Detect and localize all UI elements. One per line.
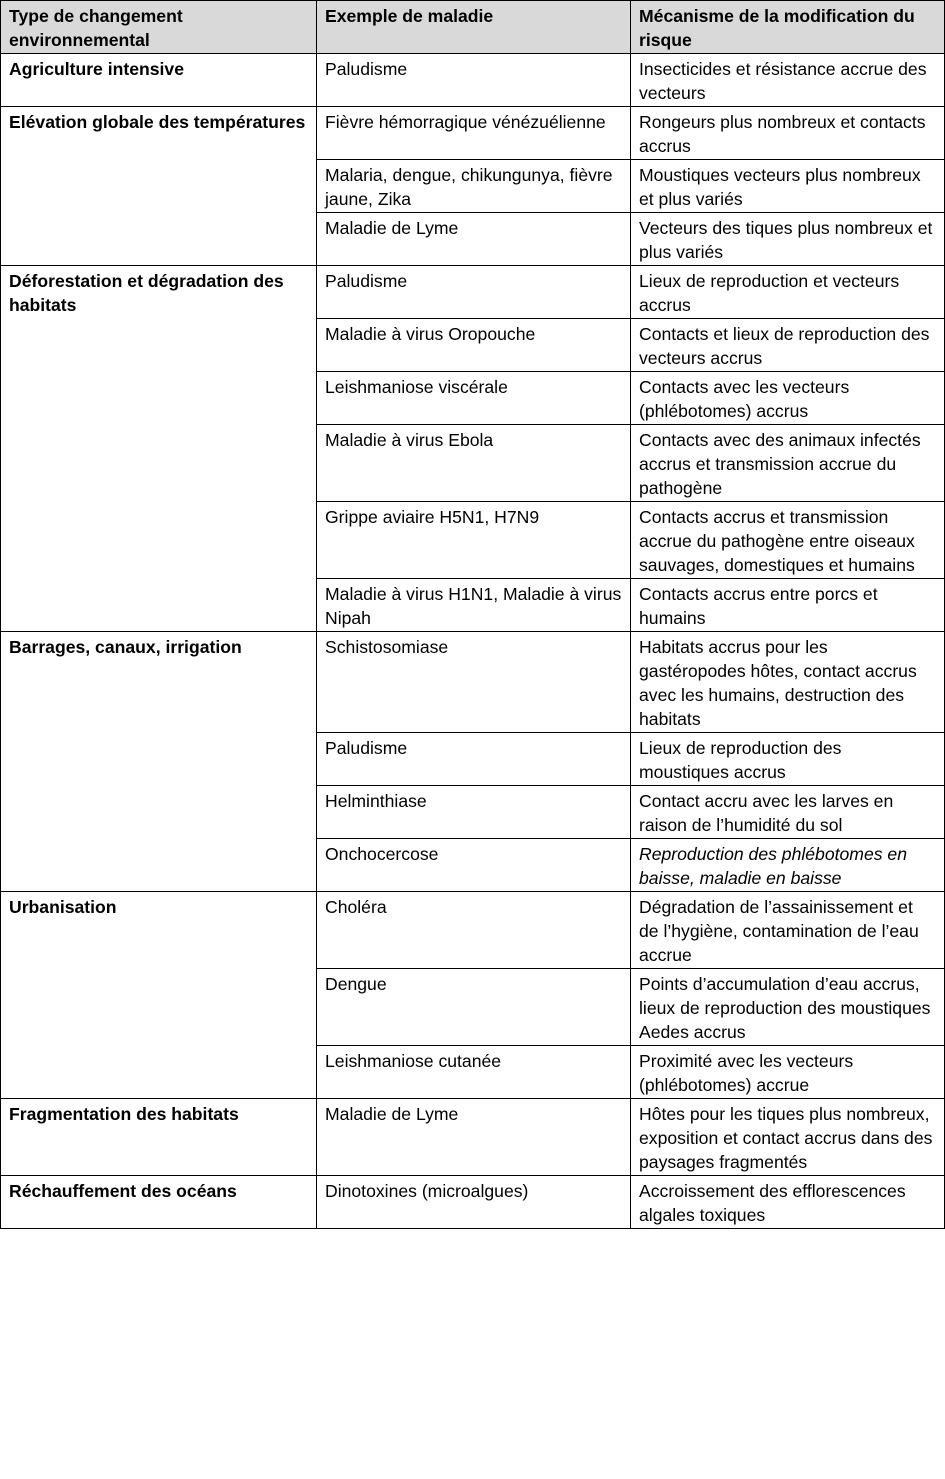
mechanism-cell: Contact accru avec les larves en raison de l’humidité du sol [631, 786, 945, 839]
disease-cell: Paludisme [317, 54, 631, 107]
category-cell: Déforestation et dégradation des habitats [1, 266, 317, 632]
mechanism-cell: Contacts accrus entre porcs et humains [631, 579, 945, 632]
disease-cell: Dinotoxines (microalgues) [317, 1176, 631, 1229]
disease-cell: Grippe aviaire H5N1, H7N9 [317, 502, 631, 579]
table-row [1, 266, 945, 319]
table-row [1, 632, 945, 733]
category-cell: Réchauffement des océans [1, 1176, 317, 1229]
table-row [1, 1176, 945, 1229]
disease-cell: Choléra [317, 892, 631, 969]
mechanism-cell: Contacts avec des animaux infectés accrus et transmission accrue du pathogène [631, 425, 945, 502]
table-row [1, 1099, 945, 1176]
table-row [1, 54, 945, 107]
mechanism-cell: Moustiques vecteurs plus nombreux et plus variés [631, 160, 945, 213]
header-risk-mechanism: Mécanisme de la modification du risque [631, 1, 945, 54]
mechanism-cell: Contacts accrus et transmission accrue du pathogène entre oiseaux sauvages, domestiques et humains [631, 502, 945, 579]
table-row [1, 107, 945, 160]
category-cell: Agriculture intensive [1, 54, 317, 107]
disease-cell: Helminthiase [317, 786, 631, 839]
disease-cell: Dengue [317, 969, 631, 1046]
mechanism-cell: Contacts et lieux de reproduction des vecteurs accrus [631, 319, 945, 372]
mechanism-cell: Insecticides et résistance accrue des vecteurs [631, 54, 945, 107]
mechanism-cell: Proximité avec les vecteurs (phlébotomes) accrue [631, 1046, 945, 1099]
mechanism-cell: Lieux de reproduction des moustiques accrus [631, 733, 945, 786]
mechanism-cell: Reproduction des phlébotomes en baisse, maladie en baisse [631, 839, 945, 892]
table-body [1, 54, 945, 1229]
mechanism-cell: Dégradation de l’assainissement et de l’hygiène, contamination de l’eau accrue [631, 892, 945, 969]
category-cell: Elévation globale des températures [1, 107, 317, 266]
mechanism-cell: Lieux de reproduction et vecteurs accrus [631, 266, 945, 319]
disease-cell: Paludisme [317, 733, 631, 786]
disease-cell: Leishmaniose cutanée [317, 1046, 631, 1099]
disease-cell: Malaria, dengue, chikungunya, fièvre jaune, Zika [317, 160, 631, 213]
category-cell: Barrages, canaux, irrigation [1, 632, 317, 892]
disease-cell: Maladie à virus Ebola [317, 425, 631, 502]
mechanism-cell: Rongeurs plus nombreux et contacts accrus [631, 107, 945, 160]
disease-cell: Paludisme [317, 266, 631, 319]
mechanism-cell: Vecteurs des tiques plus nombreux et plus variés [631, 213, 945, 266]
disease-cell: Maladie à virus H1N1, Maladie à virus Nipah [317, 579, 631, 632]
disease-cell: Fièvre hémorragique vénézuélienne [317, 107, 631, 160]
disease-cell: Maladie de Lyme [317, 213, 631, 266]
disease-cell: Leishmaniose viscérale [317, 372, 631, 425]
disease-cell: Maladie de Lyme [317, 1099, 631, 1176]
header-row [1, 1, 945, 54]
category-cell: Urbanisation [1, 892, 317, 1099]
disease-cell: Maladie à virus Oropouche [317, 319, 631, 372]
mechanism-cell: Points d’accumulation d’eau accrus, lieux de reproduction des moustiques Aedes accrus [631, 969, 945, 1046]
table-row [1, 892, 945, 969]
mechanism-cell: Contacts avec les vecteurs (phlébotomes) accrus [631, 372, 945, 425]
mechanism-cell: Hôtes pour les tiques plus nombreux, exposition et contact accrus dans des paysages fragmentés [631, 1099, 945, 1176]
disease-cell: Onchocercose [317, 839, 631, 892]
mechanism-cell: Habitats accrus pour les gastéropodes hôtes, contact accrus avec les humains, destruction des habitats [631, 632, 945, 733]
category-cell: Fragmentation des habitats [1, 1099, 317, 1176]
header-change-type: Type de changement environnemental [1, 1, 317, 54]
header-disease-example: Exemple de maladie [317, 1, 631, 54]
mechanism-cell: Accroissement des efflorescences algales toxiques [631, 1176, 945, 1229]
disease-cell: Schistosomiase [317, 632, 631, 733]
